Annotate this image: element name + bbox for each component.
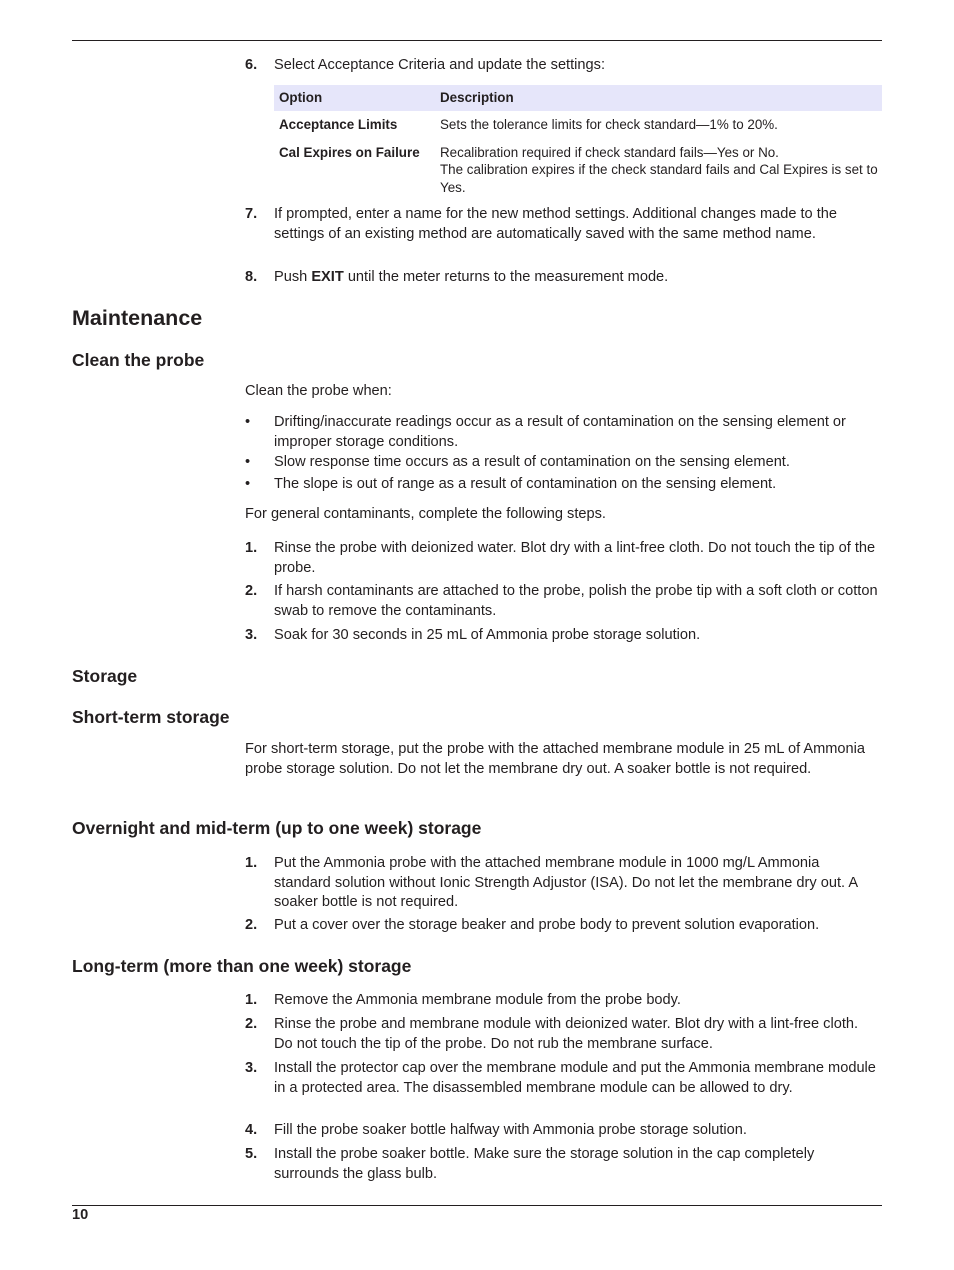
table-description: Sets the tolerance limits for check standard—1% to 20%.: [440, 117, 778, 132]
step-number: 6.: [245, 57, 258, 73]
bullet-icon: •: [245, 414, 251, 430]
top-rule: [72, 40, 882, 41]
table-header-option: Option: [279, 90, 323, 105]
exit-key-label: EXIT: [311, 269, 344, 285]
paragraph: For short-term storage, put the probe with the attached membrane module in 25 mL of Ammonia probe storage solution. Do not let the membrane dry out. A soaker bottle is not required.: [245, 741, 866, 777]
bullet-icon: •: [245, 454, 251, 470]
step-text: Remove the Ammonia membrane module from the probe body.: [274, 992, 681, 1008]
list-item: Drifting/inaccurate readings occur as a result of contamination on the sensing element or improper storage conditions.: [274, 414, 846, 450]
step-text-part: until the meter returns to the measurement mode.: [343, 269, 669, 285]
subsection-heading: Long-term (more than one week) storage: [72, 956, 412, 976]
step-text: Fill the probe soaker bottle halfway with Ammonia probe storage solution.: [274, 1122, 747, 1138]
step-text: Install the protector cap over the membrane module and put the Ammonia membrane module in a protected area. The disassembled membrane module can be allowed to dry.: [274, 1060, 876, 1096]
step-text: Select Acceptance Criteria and update the settings:: [274, 57, 605, 73]
step-number: 3.: [245, 627, 258, 643]
table-header-row: [274, 85, 882, 111]
step-number: 3.: [245, 1060, 258, 1076]
table-header-description: Description: [440, 90, 514, 105]
step-text: Soak for 30 seconds in 25 mL of Ammonia probe storage solution.: [274, 627, 701, 643]
step-text: Install the probe soaker bottle. Make sure the storage solution in the cap completely surrounds the glass bulb.: [274, 1146, 815, 1182]
step-number: 7.: [245, 206, 258, 222]
step-text: Put the Ammonia probe with the attached membrane module in 1000 mg/L Ammonia standard solution without Ionic Strength Adjustor (ISA). Do not let the membrane dry out. A soaker bottle is not required.: [274, 855, 858, 910]
step-number: 5.: [245, 1146, 258, 1162]
step-text: Rinse the probe and membrane module with deionized water. Blot dry with a lint-free cloth. Do not touch the tip of the probe. Do not rub the membrane surface.: [274, 1016, 859, 1052]
bottom-rule: [72, 1205, 882, 1206]
step-text-part: Push: [274, 269, 312, 285]
table-description: Recalibration required if check standard fails—Yes or No.: [440, 145, 779, 160]
step-number: 8.: [245, 269, 258, 285]
step-text: Rinse the probe with deionized water. Blot dry with a lint-free cloth. Do not touch the tip of the probe.: [274, 540, 876, 576]
step-text: If harsh contaminants are attached to the probe, polish the probe tip with a soft cloth or cotton swab to remove the contaminants.: [274, 583, 878, 619]
section-heading: Maintenance: [72, 306, 203, 330]
step-number: 2.: [245, 917, 258, 933]
subsection-heading: Short-term storage: [72, 707, 230, 727]
list-item: Slow response time occurs as a result of contamination on the sensing element.: [274, 454, 790, 470]
page-number: 10: [72, 1207, 89, 1223]
step-number: 1.: [245, 540, 258, 556]
subsection-heading: Overnight and mid-term (up to one week) storage: [72, 818, 482, 838]
step-number: 1.: [245, 855, 258, 871]
table-option: Acceptance Limits: [279, 117, 398, 132]
list-item: The slope is out of range as a result of contamination on the sensing element.: [274, 476, 777, 492]
step-number: 1.: [245, 992, 258, 1008]
step-number: 2.: [245, 583, 258, 599]
paragraph: For general contaminants, complete the following steps.: [245, 506, 606, 522]
step-text: Put a cover over the storage beaker and probe body to prevent solution evaporation.: [274, 917, 820, 933]
paragraph: Clean the probe when:: [245, 383, 392, 399]
table-option: Cal Expires on Failure: [279, 145, 420, 160]
table-description-continued: The calibration expires if the check standard fails and Cal Expires is set to Yes.: [440, 162, 878, 195]
step-number: 2.: [245, 1016, 258, 1032]
step-text: If prompted, enter a name for the new method settings. Additional changes made to the settings of an existing method are automatically saved with the same method name.: [274, 206, 838, 242]
step-number: 4.: [245, 1122, 258, 1138]
subsection-heading: Clean the probe: [72, 350, 205, 370]
step-text: [274, 268, 880, 288]
subsection-heading: Storage: [72, 666, 138, 686]
bullet-icon: •: [245, 476, 251, 492]
